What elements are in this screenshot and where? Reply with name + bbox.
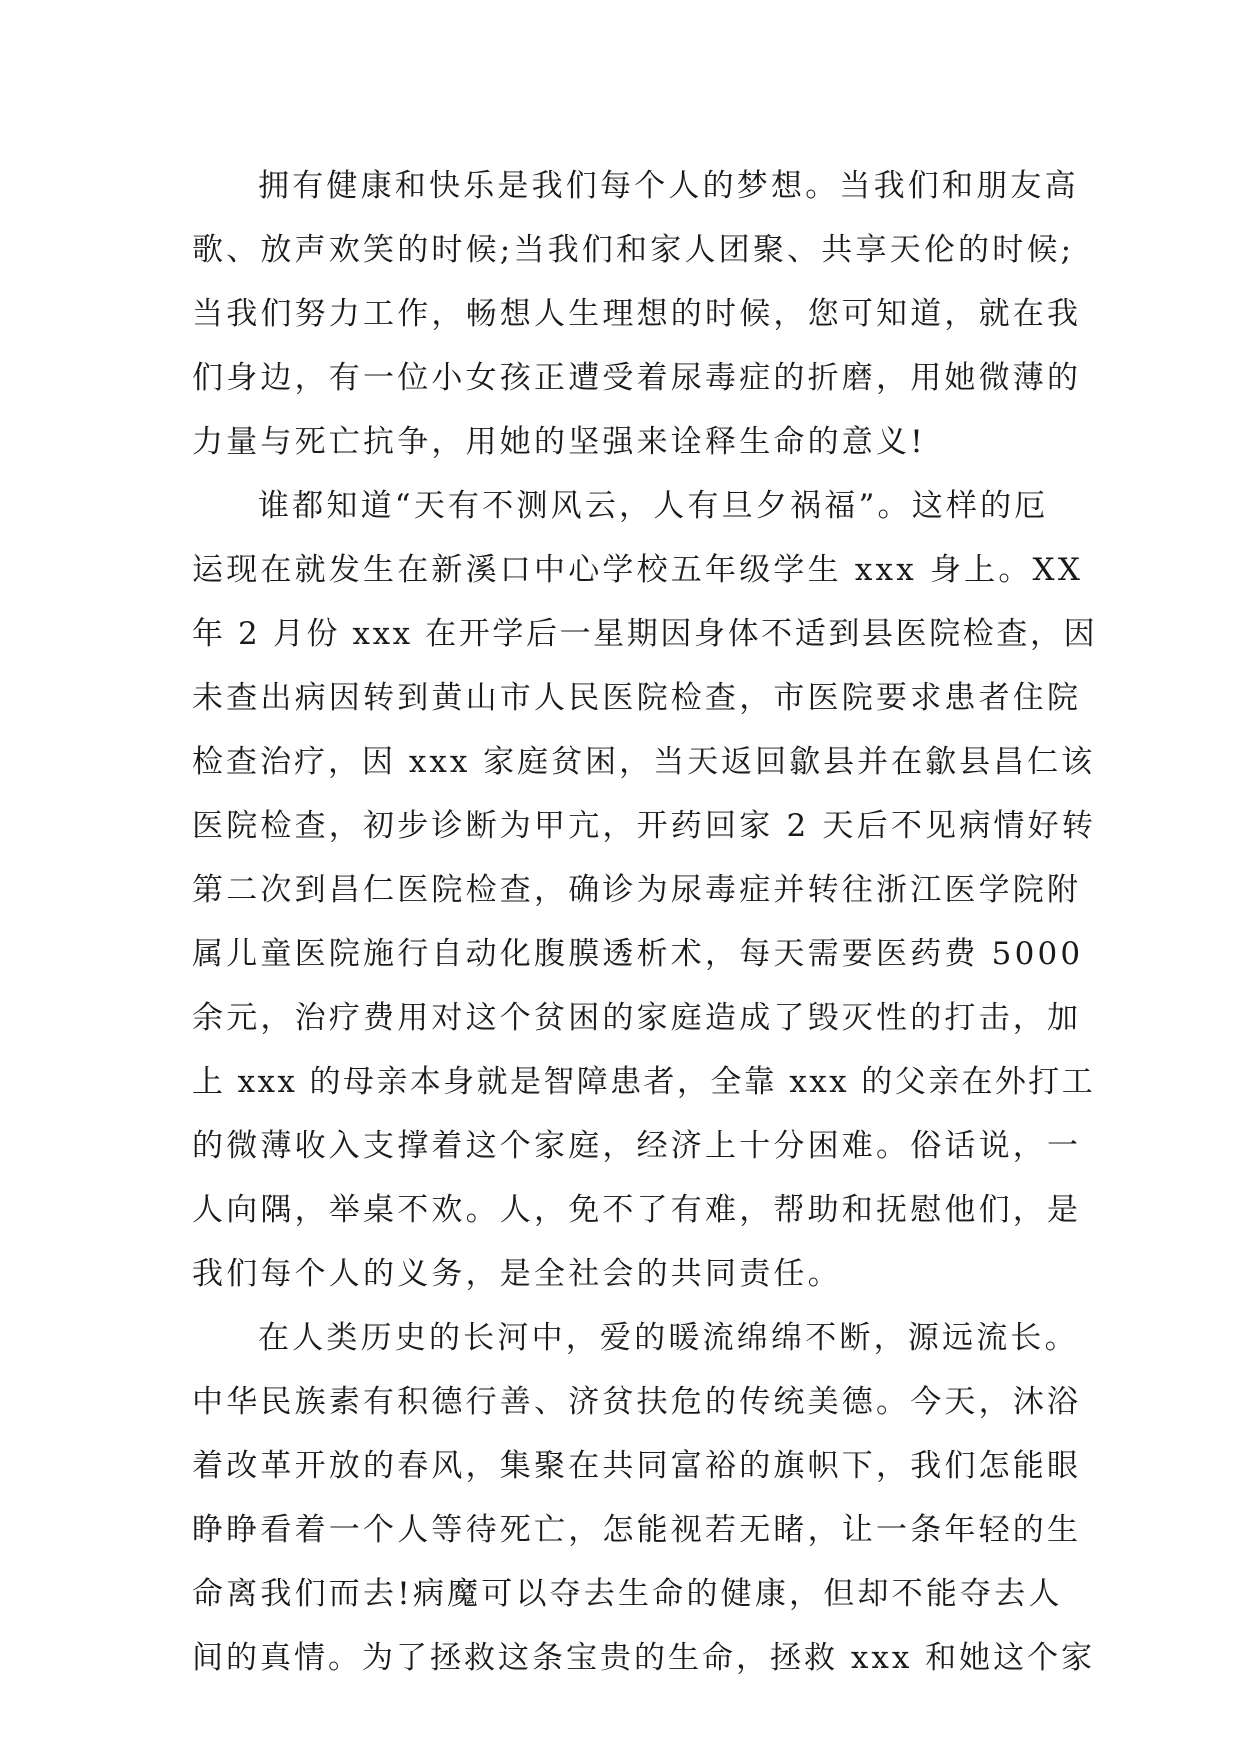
text-line: 属儿童医院施行自动化腹膜透析术，每天需要医药费 5000 bbox=[192, 936, 1084, 972]
text-line: 我们每个人的义务，是全社会的共同责任。 bbox=[192, 1256, 842, 1292]
text-line: 着改革开放的春风，集聚在共同富裕的旗帜下，我们怎能眼 bbox=[192, 1448, 1082, 1484]
text-line: 间的真情。为了拯救这条宝贵的生命，拯救 xxx 和她这个家 bbox=[192, 1640, 1096, 1676]
text-line: 睁睁看着一个人等待死亡，怎能视若无睹，让一条年轻的生 bbox=[192, 1512, 1082, 1548]
text-line: 未查出病因转到黄山市人民医院检查，市医院要求患者住院 bbox=[192, 680, 1082, 716]
text-line: 歌、放声欢笑的时候;当我们和家人团聚、共享天伦的时候; bbox=[192, 232, 1075, 268]
text-line: 中华民族素有积德行善、济贫扶危的传统美德。今天，沐浴 bbox=[192, 1384, 1082, 1420]
text-line: 拥有健康和快乐是我们每个人的梦想。当我们和朋友高 bbox=[258, 168, 1079, 204]
text-line: 余元，治疗费用对这个贫困的家庭造成了毁灭性的打击，加 bbox=[192, 1000, 1082, 1036]
text-line: 第二次到昌仁医院检查，确诊为尿毒症并转往浙江医学院附 bbox=[192, 872, 1082, 908]
text-line: 上 xxx 的母亲本身就是智障患者，全靠 xxx 的父亲在外打工 bbox=[192, 1064, 1096, 1100]
text-line: 运现在就发生在新溪口中心学校五年级学生 xxx 身上。XX bbox=[192, 552, 1084, 588]
text-line: 们身边，有一位小女孩正遭受着尿毒症的折磨，用她微薄的 bbox=[192, 360, 1082, 396]
text-line: 医院检查，初步诊断为甲亢，开药回家 2 天后不见病情好转 bbox=[192, 808, 1097, 844]
text-line: 谁都知道“天有不测风云，人有旦夕祸福”。这样的厄 bbox=[258, 488, 1049, 524]
text-line: 的微薄收入支撑着这个家庭，经济上十分困难。俗话说，一 bbox=[192, 1128, 1082, 1164]
text-line: 命离我们而去!病魔可以夺去生命的健康，但却不能夺去人 bbox=[192, 1576, 1063, 1612]
text-line: 当我们努力工作，畅想人生理想的时候，您可知道，就在我 bbox=[192, 296, 1082, 332]
text-line: 在人类历史的长河中，爱的暖流绵绵不断，源远流长。 bbox=[258, 1320, 1079, 1356]
text-line: 年 2 月份 xxx 在开学后一星期因身体不适到县医院检查，因 bbox=[192, 616, 1098, 652]
text-line: 力量与死亡抗争，用她的坚强来诠释生命的意义! bbox=[192, 424, 926, 460]
text-line: 检查治疗，因 xxx 家庭贫困，当天返回歙县并在歙县昌仁该 bbox=[192, 744, 1096, 780]
document-body bbox=[192, 154, 1097, 1690]
text-line: 人向隅，举桌不欢。人，免不了有难，帮助和抚慰他们，是 bbox=[192, 1192, 1082, 1228]
